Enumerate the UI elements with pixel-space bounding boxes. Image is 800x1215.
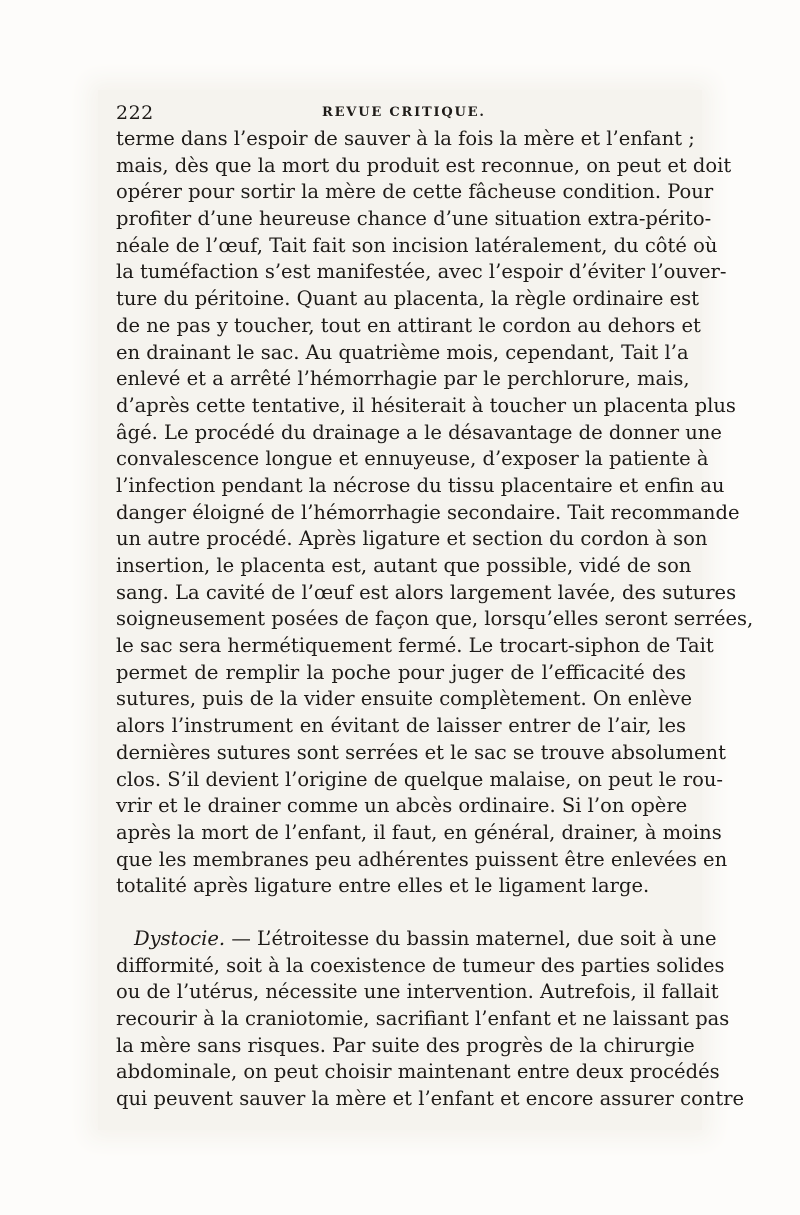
text-line: profiter d’une heureuse chance d’une situation extra-périto-	[116, 207, 712, 231]
text-line: de ne pas y toucher, tout en attirant le cordon au dehors et	[116, 313, 701, 337]
text-line: sang. La cavité de l’œuf est alors largement lavée, des sutures	[116, 580, 737, 604]
paragraph-gap	[116, 900, 686, 926]
text-line: clos. S’il devient l’origine de quelque malaise, on peut le rou-	[116, 767, 723, 791]
text-line: sutures, puis de la vider ensuite complètement. On enlève	[116, 687, 693, 711]
text-line: en drainant le sac. Au quatrième mois, cependant, Tait l’a	[116, 340, 689, 364]
text-line: qui peuvent sauver la mère et l’enfant et encore assurer contre	[116, 1087, 745, 1111]
text-line: danger éloigné de l’hémorrhagie secondaire. Tait recommande	[116, 500, 740, 524]
text-line: difformité, soit à la coexistence de tumeur des parties solides	[116, 953, 725, 977]
paragraph-dystocie	[116, 926, 745, 1113]
text-line: soigneusement posées de façon que, lorsqu’elles seront serrées,	[116, 607, 754, 631]
page-header	[116, 96, 686, 126]
text-line: recourir à la craniotomie, sacrifiant l’enfant et ne laissant pas	[116, 1007, 730, 1030]
text-line: la mère sans risques. Par suite des progrès de la chirurgie	[116, 1033, 695, 1057]
paragraph-placenta-treatment	[116, 126, 754, 900]
text-line: alors l’instrument en évitant de laisser entrer de l’air, les	[116, 714, 686, 738]
text-line: totalité après ligature entre elles et le ligament large.	[116, 874, 650, 898]
text-line: permet de remplir la poche pour juger de l’efficacité des	[116, 660, 686, 684]
text-line-rest: — L’étroitesse du bassin maternel, due soit à une	[225, 926, 717, 950]
running-title: REVUE CRITIQUE.	[322, 105, 486, 120]
text-line: le sac sera hermétiquement fermé. Le trocart-siphon de Tait	[116, 634, 714, 658]
text-line	[116, 926, 717, 953]
text-line: l’infection pendant la nécrose du tissu placentaire et enfin au	[116, 473, 725, 497]
text-line: terme dans l’espoir de sauver à la fois la mère et l’enfant ;	[116, 127, 695, 150]
text-line: âgé. Le procédé du drainage a le désavantage de donner une	[116, 420, 722, 444]
section-heading-dystocie: Dystocie.	[134, 926, 226, 950]
text-line: après la mort de l’enfant, il faut, en général, drainer, à moins	[116, 820, 722, 844]
text-line: que les membranes peu adhérentes puissent être enlevées en	[116, 847, 728, 871]
text-line: un autre procédé. Après ligature et section du cordon à son	[116, 527, 708, 551]
text-line: ou de l’utérus, nécessite une intervention. Autrefois, il fallait	[116, 980, 719, 1004]
text-line: vrir et le drainer comme un abcès ordinaire. Si l’on opère	[116, 794, 688, 818]
page-number: 222	[116, 102, 154, 124]
text-line: dernières sutures sont serrées et le sac se trouve absolument	[116, 740, 726, 764]
page-text	[116, 96, 754, 1113]
text-line: néale de l’œuf, Tait fait son incision latéralement, du côté où	[116, 233, 718, 257]
text-line: opérer pour sortir la mère de cette fâcheuse condition. Pour	[116, 180, 714, 204]
text-line: mais, dès que la mort du produit est reconnue, on peut et doit	[116, 153, 732, 177]
text-line: abdominale, on peut choisir maintenant entre deux procédés	[116, 1060, 720, 1084]
text-line: insertion, le placenta est, autant que possible, vidé de son	[116, 554, 692, 577]
text-line: d’après cette tentative, il hésiterait à toucher un placenta plus	[116, 393, 736, 417]
text-line: ture du péritoine. Quant au placenta, la règle ordinaire est	[116, 287, 699, 311]
text-line: la tuméfaction s’est manifestée, avec l’espoir d’éviter l’ouver-	[116, 260, 727, 284]
text-line: convalescence longue et ennuyeuse, d’exposer la patiente à	[116, 447, 709, 471]
text-line: enlevé et a arrêté l’hémorrhagie par le perchlorure, mais,	[116, 367, 690, 391]
